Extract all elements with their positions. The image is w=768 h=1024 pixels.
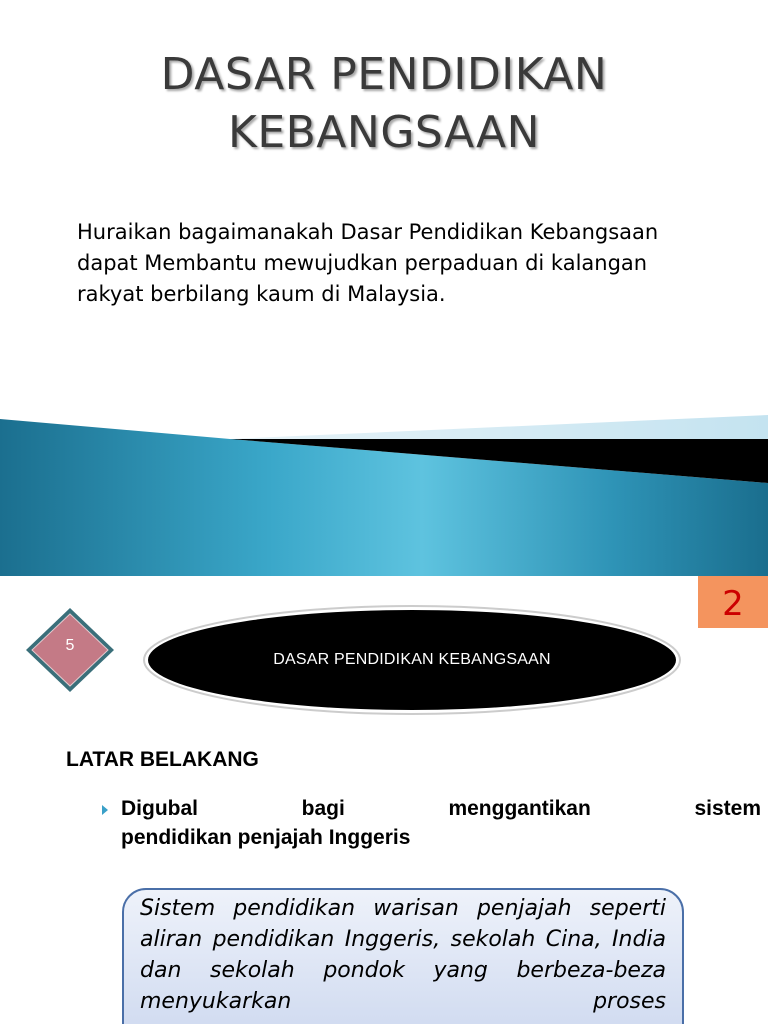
- section-heading: LATAR BELAKANG: [66, 748, 259, 771]
- band-light-strip: [230, 415, 768, 439]
- slide-1-title: [0, 46, 768, 162]
- title-line-1: DASAR PENDIDIKAN: [160, 49, 608, 100]
- callout-text: Sistem pendidikan warisan penjajah seperti aliran pendidikan Inggeris, sekolah Cina, India dan sekolah pondok yang berbeza-beza menyukarkan proses: [140, 896, 666, 1014]
- bullet-line-2: pendidikan penjajah Inggeris: [121, 826, 411, 849]
- decorative-wave-band: [0, 405, 768, 576]
- bullet-arrow-icon: [102, 805, 108, 815]
- slide-number-badge: 2: [698, 576, 768, 628]
- slide-2: [0, 576, 768, 1024]
- bullet-line-1: Digubal bagi menggantikan sistem: [121, 797, 761, 820]
- callout-box: [122, 888, 684, 1024]
- slide-1-body-text: Huraikan bagaimanakah Dasar Pendidikan Kebangsaan dapat Membantu mewujudkan perpaduan di kalangan rakyat berbilang kaum di Malaysia.: [77, 220, 659, 306]
- oval-title-label: DASAR PENDIDIKAN KEBANGSAAN: [273, 651, 551, 668]
- bullet-point: [121, 794, 761, 852]
- title-line-2: KEBANGSAAN: [227, 107, 541, 158]
- diamond-label: 5: [65, 637, 75, 654]
